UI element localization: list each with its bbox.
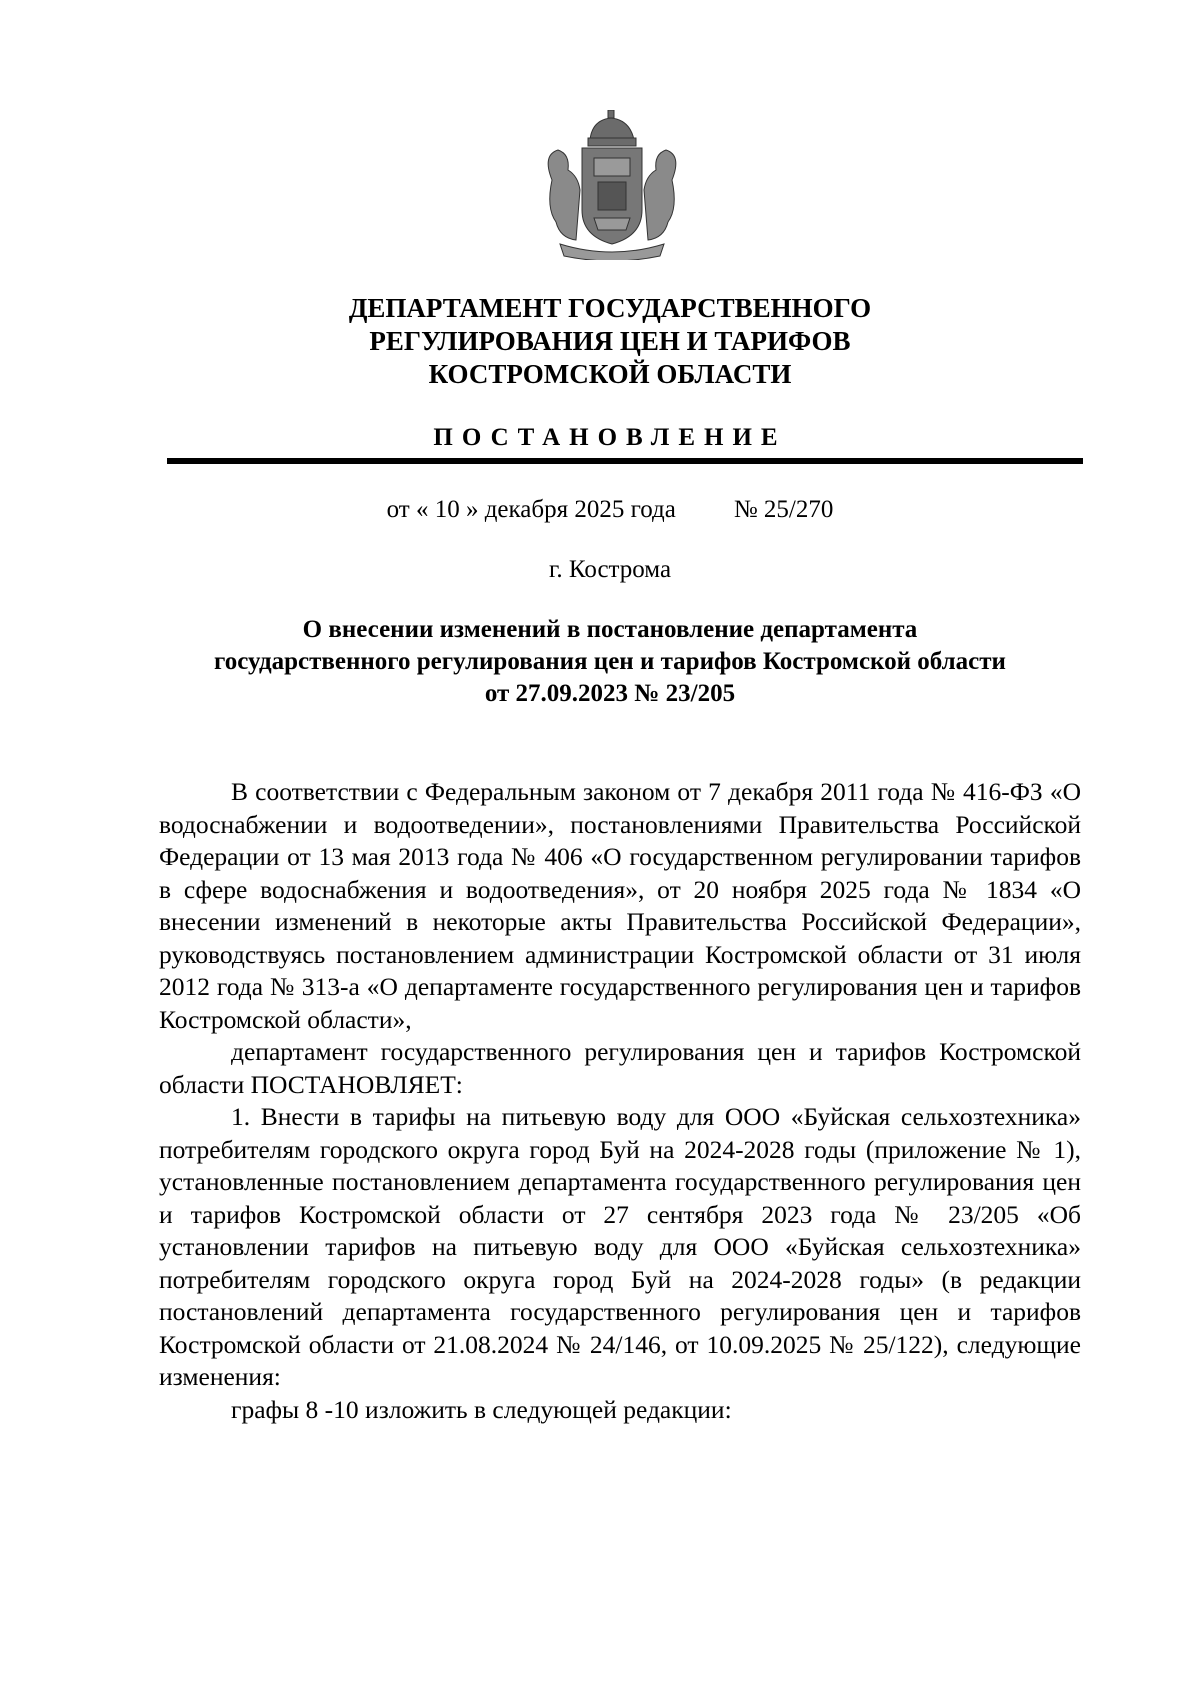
document-city: г. Кострома	[548, 556, 672, 583]
body-paragraph: графы 8 -10 изложить в следующей редакции:	[231, 1394, 732, 1424]
document-subject	[150, 614, 1070, 710]
body-paragraph: В соответствии с Федеральным законом от 7 декабря 2011 года № 416-ФЗ «О водоснабжении и водоотведении», постановлениями Правительства Российской Федерации от 13 мая 2013 года № 406 «О государственном регулировании тарифов в сфере водоснабжения и водоотведения», от 20 ноября 2025 года № 1834 «О внесении изменений в некоторые акты Правительства Российской Федерации», руководствуясь постановлением администрации Костромской области от 31 июля 2012 года № 313-а «О департаменте государственного регулирования цен и тарифов Костромской области»,	[159, 777, 1081, 1034]
subject-line: от 27.09.2023 № 23/205	[484, 680, 736, 707]
document-body	[159, 776, 1081, 1426]
coat-of-arms-icon	[540, 110, 684, 260]
body-paragraph: департамент государственного регулирования цен и тарифов Костромской области ПОСТАНОВЛЯЕТ:	[159, 1037, 1081, 1099]
header-divider	[167, 458, 1083, 464]
org-title-line: КОСТРОМСКОЙ ОБЛАСТИ	[428, 359, 792, 389]
subject-line: государственного регулирования цен и тарифов Костромской области	[214, 648, 1006, 675]
organization-title	[150, 292, 1070, 391]
body-paragraph: 1. Внести в тарифы на питьевую воду для ООО «Буйская сельхозтехника» потребителям городского округа город Буй на 2024-2028 годы (приложение № 1), установленные постановлением департамента государственного регулирования цен и тарифов Костромской области от 27 сентября 2023 года № 23/205 «Об установлении тарифов на питьевую воду для ООО «Буйская сельхозтехника» потребителям городского округа город Буй на 2024-2028 годы» (в редакции постановлений департамента государственного регулирования цен и тарифов Костромской области от 21.08.2024 № 24/146, от 10.09.2025 № 25/122), следующие изменения:	[159, 1102, 1081, 1391]
org-title-line: РЕГУЛИРОВАНИЯ ЦЕН И ТАРИФОВ	[369, 326, 851, 356]
subject-line: О внесении изменений в постановление департамента	[302, 616, 918, 643]
document-date: от « 10 » декабря 2025 года	[386, 496, 676, 523]
date-number-line	[150, 496, 1070, 524]
document-type: ПОСТАНОВЛЕНИЕ	[433, 424, 787, 451]
document-number: № 25/270	[733, 496, 834, 523]
org-title-line: ДЕПАРТАМЕНТ ГОСУДАРСТВЕННОГО	[348, 293, 872, 323]
